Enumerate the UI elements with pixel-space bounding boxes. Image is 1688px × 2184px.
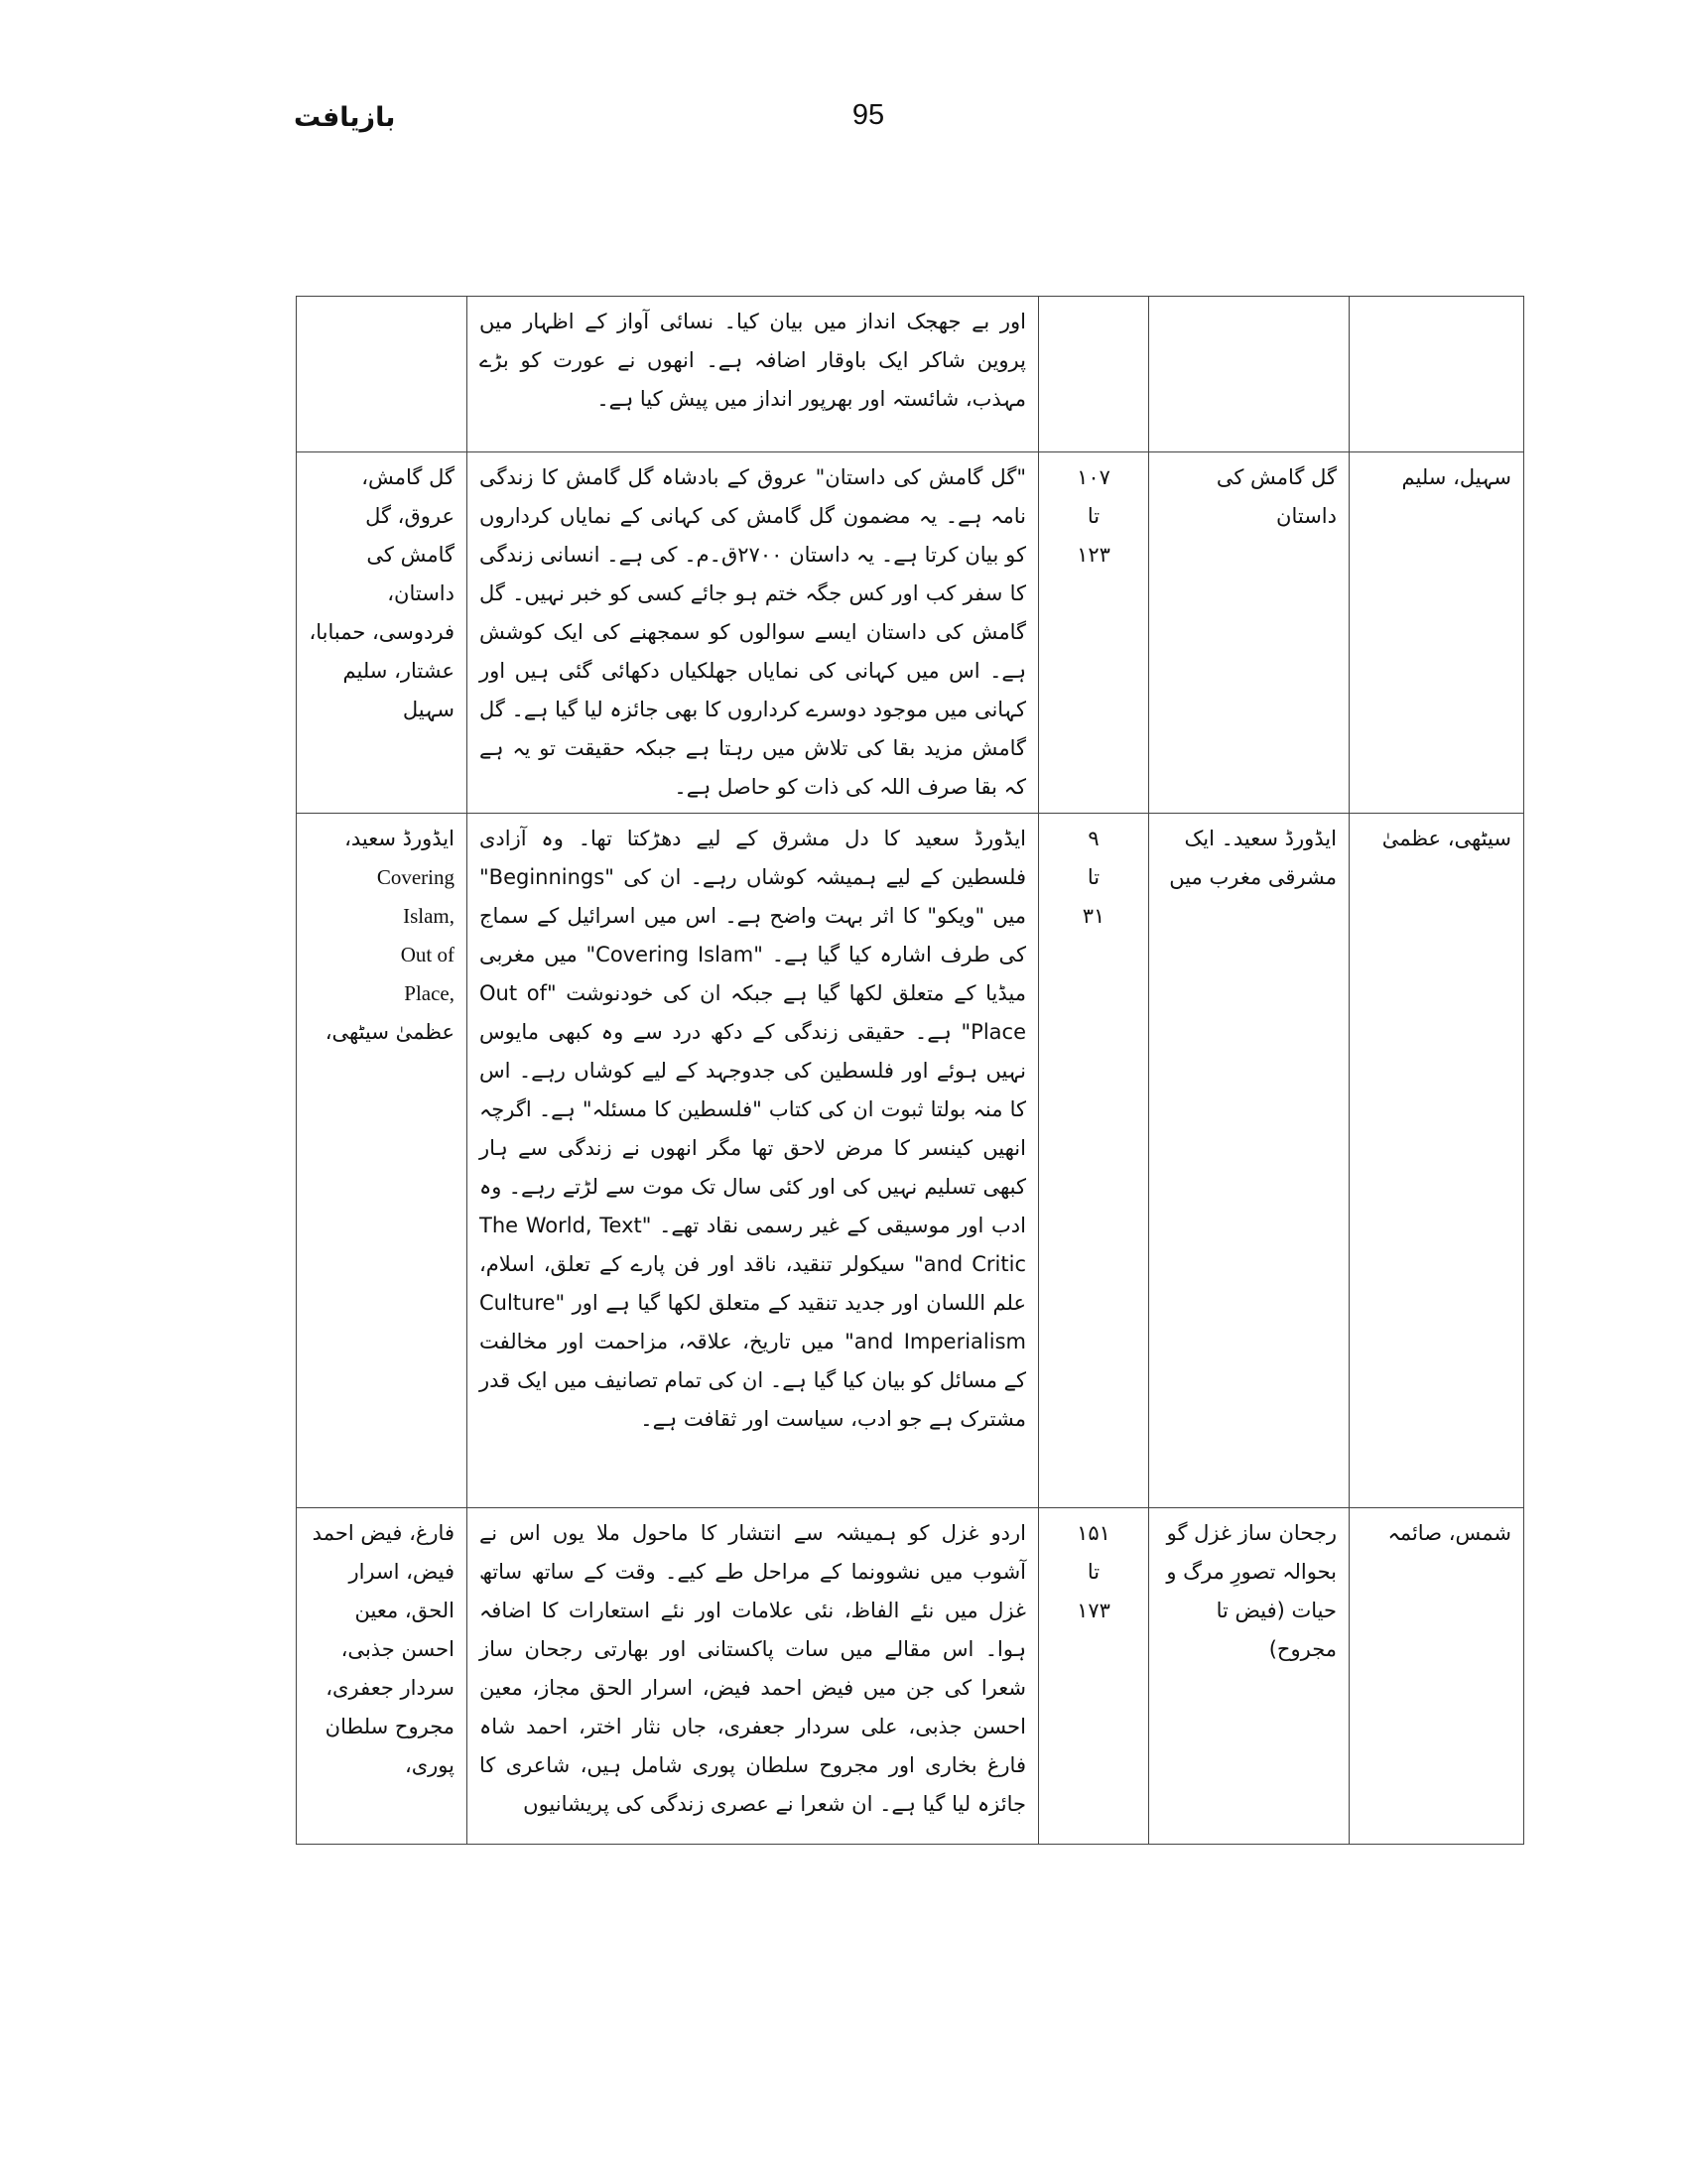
- table-row: [297, 814, 1524, 1508]
- page-start: ۱۰۷: [1077, 465, 1110, 489]
- summary-cell: "گل گامش کی داستان" عروق کے بادشاہ گل گامش کا زندگی نامہ ہے۔ یہ مضمون گل گامش کی کہانی کے نمایاں کرداروں کو بیان کرتا ہے۔ یہ داستان ۲۷۰۰ق۔م۔ کی ہے۔ انسانی زندگی کا سفر کب اور کس جگہ ختم ہو جائے کسی کو خبر نہیں۔ گل گامش کی داستان ایسے سوالوں کو سمجھنے کی ایک کوشش ہے۔ اس میں کہانی کی نمایاں جھلکیاں دکھائی گئی ہیں اور کہانی میں موجود دوسرے کرداروں کا بھی جائزہ لیا گیا ہے۔ گل گامش مزید بقا کی تلاش میں رہتا ہے جبکہ حقیقت تو یہ ہے کہ بقا صرف اللہ کی ذات کو حاصل ہے۔: [467, 452, 1039, 814]
- title-cell: ایڈورڈ سعید۔ ایک مشرقی مغرب میں: [1149, 814, 1350, 1508]
- table-row: [297, 452, 1524, 814]
- title-cell: گل گامش کی داستان: [1149, 452, 1350, 814]
- keywords-cell: [297, 297, 467, 452]
- keyword-urdu: ایڈورڈ سعید،: [344, 827, 454, 850]
- keyword-urdu: عظمیٰ سیٹھی،: [325, 1020, 454, 1044]
- keywords-cell: فارغ، فیض احمد فیض، اسرار الحق، معین احسن جذبی، سردار جعفری، مجروح سلطان پوری،: [297, 1508, 467, 1845]
- keyword-latin: Islam,: [403, 904, 454, 928]
- author-cell: شمس، صائمہ: [1350, 1508, 1524, 1845]
- summary-cell: ایڈورڈ سعید کا دل مشرق کے لیے دھڑکتا تھا۔ وہ آزادی فلسطین کے لیے ہمیشہ کوشاں رہے۔ ان کی "Beginnings" میں "ویکو" کا اثر بہت واضح ہے۔ اس میں اسرائیل کے سماج کی طرف اشارہ کیا گیا ہے۔ "Covering Islam" میں مغربی میڈیا کے متعلق لکھا گیا ہے جبکہ ان کی خودنوشت "Out of Place" ہے۔ حقیقی زندگی کے دکھ درد سے وہ کبھی مایوس نہیں ہوئے اور فلسطین کی جدوجہد کے لیے کوشاں رہے۔ اس کا منہ بولتا ثبوت ان کی کتاب "فلسطین کا مسئلہ" ہے۔ اگرچہ انھیں کینسر کا مرض لاحق تھا مگر انھوں نے زندگی سے ہار کبھی تسلیم نہیں کی اور کئی سال تک موت سے لڑتے رہے۔ وہ ادب اور موسیقی کے غیر رسمی نقاد تھے۔ "The World, Text and Critic" سیکولر تنقید، ناقد اور فن پارے کے تعلق، اسلام، علم اللسان اور جدید تنقید کے متعلق لکھا گیا ہے اور "Culture and Imperialism" میں تاریخ، علاقہ، مزاحمت اور مخالفت کے مسائل کو بیان کیا گیا ہے۔ ان کی تمام تصانیف میں ایک قدر مشترک ہے جو ادب، سیاست اور ثقافت ہے۔: [467, 814, 1039, 1508]
- page-end: ۱۲۳: [1077, 543, 1110, 567]
- pages-cell: [1039, 814, 1149, 1508]
- page-separator: تا: [1087, 1560, 1101, 1584]
- page-start: ۹: [1088, 827, 1100, 850]
- keyword-latin: Covering: [376, 865, 454, 889]
- table-row: [297, 297, 1524, 452]
- index-table: [296, 296, 1524, 1845]
- pages-cell: [1039, 452, 1149, 814]
- title-cell: [1149, 297, 1350, 452]
- pages-cell: [1039, 1508, 1149, 1845]
- page-start: ۱۵۱: [1077, 1521, 1110, 1545]
- page-separator: تا: [1087, 865, 1101, 889]
- keywords-cell: گل گامش، عروق، گل گامش کی داستان، فردوسی، حمبابا، عشتار، سلیم سہیل: [297, 452, 467, 814]
- pages-cell: [1039, 297, 1149, 452]
- page-end: ۱۷۳: [1077, 1599, 1110, 1622]
- summary-cell: اردو غزل کو ہمیشہ سے انتشار کا ماحول ملا یوں اس نے آشوب میں نشوونما کے مراحل طے کیے۔ وقت کے ساتھ ساتھ غزل میں نئے الفاظ، نئی علامات اور نئے استعارات کا اضافہ ہوا۔ اس مقالے میں سات پاکستانی اور بھارتی رجحان ساز شعرا کی جن میں فیض احمد فیض، اسرار الحق مجاز، معین احسن جذبی، علی سردار جعفری، جاں نثار اختر، احمد شاہ فارغ بخاری اور مجروح سلطان پوری شامل ہیں، شاعری کا جائزہ لیا گیا ہے۔ ان شعرا نے عصری زندگی کی پریشانیوں: [467, 1508, 1039, 1845]
- keyword-latin: Out of: [400, 943, 454, 966]
- author-cell: [1350, 297, 1524, 452]
- keywords-cell: [297, 814, 467, 1508]
- page-number: 95: [851, 99, 885, 131]
- author-cell: سہیل، سلیم: [1350, 452, 1524, 814]
- author-cell: سیٹھی، عظمیٰ: [1350, 814, 1524, 1508]
- summary-cell: اور بے جھجک انداز میں بیان کیا۔ نسائی آواز کے اظہار میں پروین شاکر ایک باوقار اضافہ ہے۔ انھوں نے عورت کو بڑے مہذب، شائستہ اور بھرپور انداز میں پیش کیا ہے۔: [467, 297, 1039, 452]
- table-row: [297, 1508, 1524, 1845]
- page-separator: تا: [1087, 504, 1101, 528]
- keyword-latin: Place,: [404, 981, 454, 1005]
- page-end: ۳۱: [1082, 904, 1105, 928]
- journal-title: بازیافت: [294, 102, 396, 133]
- title-cell: رجحان ساز غزل گو بحوالہ تصورِ مرگ و حیات (فیض تا مجروح): [1149, 1508, 1350, 1845]
